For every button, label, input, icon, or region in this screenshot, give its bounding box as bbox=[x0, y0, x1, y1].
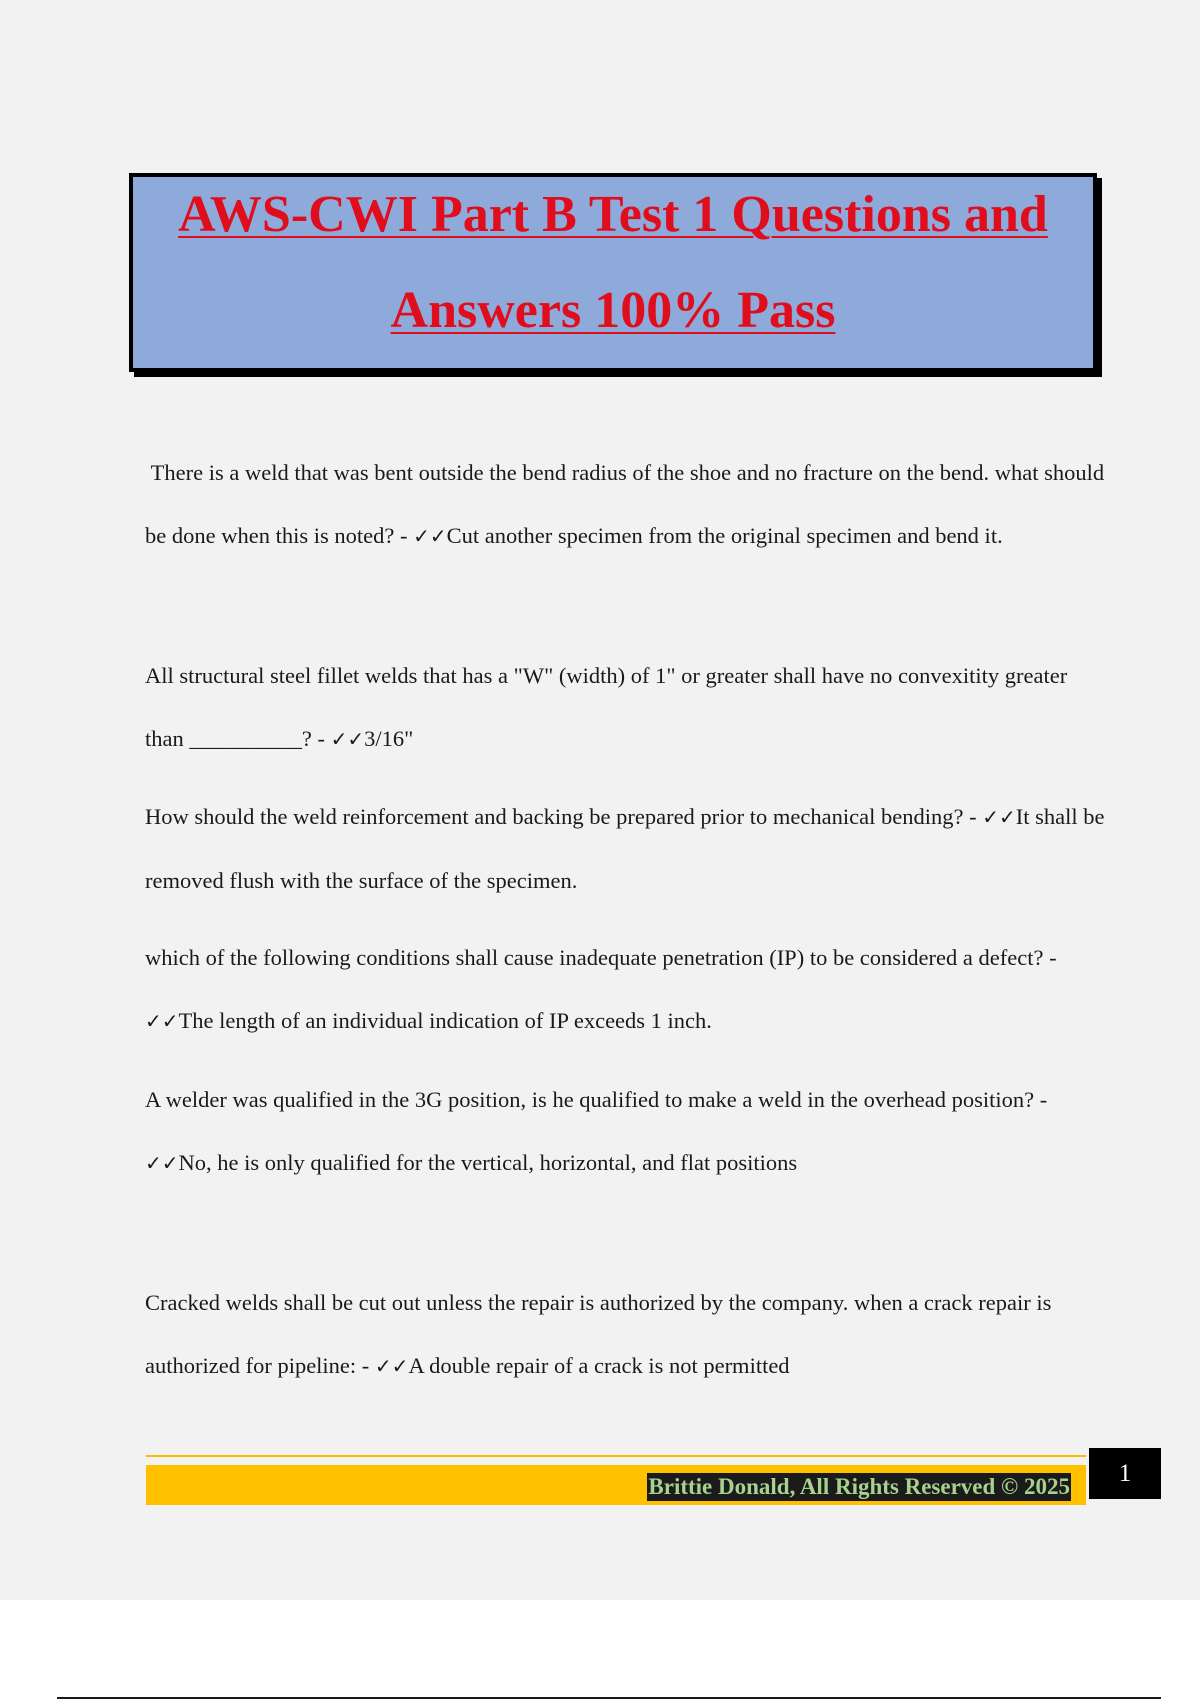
qa-item bbox=[145, 644, 1105, 771]
footer-bar bbox=[146, 1465, 1086, 1505]
answer-text: It shall be removed flush with the surface of the specimen. bbox=[145, 804, 1105, 893]
checkmark-icon: ✓✓ bbox=[145, 1009, 179, 1033]
answer-text: Cut another specimen from the original specimen and bend it. bbox=[446, 523, 1003, 548]
footer-divider bbox=[146, 1455, 1086, 1457]
qa-item bbox=[145, 1068, 1105, 1195]
question-text: A welder was qualified in the 3G position, is he qualified to make a weld in the overhead position? - bbox=[145, 1087, 1048, 1112]
checkmark-icon: ✓✓ bbox=[330, 727, 365, 751]
page-number: 1 bbox=[1089, 1448, 1161, 1499]
answer-text: 3/16" bbox=[364, 726, 414, 751]
question-text: which of the following conditions shall cause inadequate penetration (IP) to be considered a defect? - bbox=[145, 945, 1057, 970]
answer-text: The length of an individual indication of IP exceeds 1 inch. bbox=[178, 1008, 712, 1033]
qa-item bbox=[145, 785, 1105, 912]
checkmark-icon: ✓✓ bbox=[374, 1354, 409, 1378]
question-text: How should the weld reinforcement and backing be prepared prior to mechanical bending? - bbox=[145, 804, 983, 829]
question-text: Cracked welds shall be cut out unless the repair is authorized by the company. when a crack repair is authorized for pipeline: - bbox=[145, 1290, 1052, 1378]
document-title-line-2: Answers 100% Pass bbox=[390, 282, 836, 339]
checkmark-icon: ✓✓ bbox=[413, 524, 447, 548]
qa-item bbox=[145, 1271, 1105, 1398]
checkmark-icon: ✓✓ bbox=[982, 805, 1016, 829]
question-text: There is a weld that was bent outside the bend radius of the shoe and no fracture on the bend. what should be done when this is noted? - bbox=[145, 460, 1105, 548]
qa-item bbox=[145, 926, 1105, 1053]
question-text: All structural steel fillet welds that has a "W" (width) of 1" or greater shall have no convexitity greater than __________? - bbox=[145, 663, 1068, 751]
checkmark-icon: ✓✓ bbox=[145, 1151, 179, 1175]
answer-text: A double repair of a crack is not permitted bbox=[408, 1353, 790, 1378]
page-bottom-divider bbox=[57, 1697, 1161, 1699]
document-title-line-1: AWS-CWI Part B Test 1 Questions and bbox=[178, 186, 1048, 243]
qa-item bbox=[145, 441, 1105, 568]
copyright-text: Brittie Donald, All Rights Reserved © 2025 bbox=[648, 1474, 1070, 1499]
answer-text: No, he is only qualified for the vertical, horizontal, and flat positions bbox=[178, 1150, 798, 1175]
title-box bbox=[129, 173, 1097, 372]
